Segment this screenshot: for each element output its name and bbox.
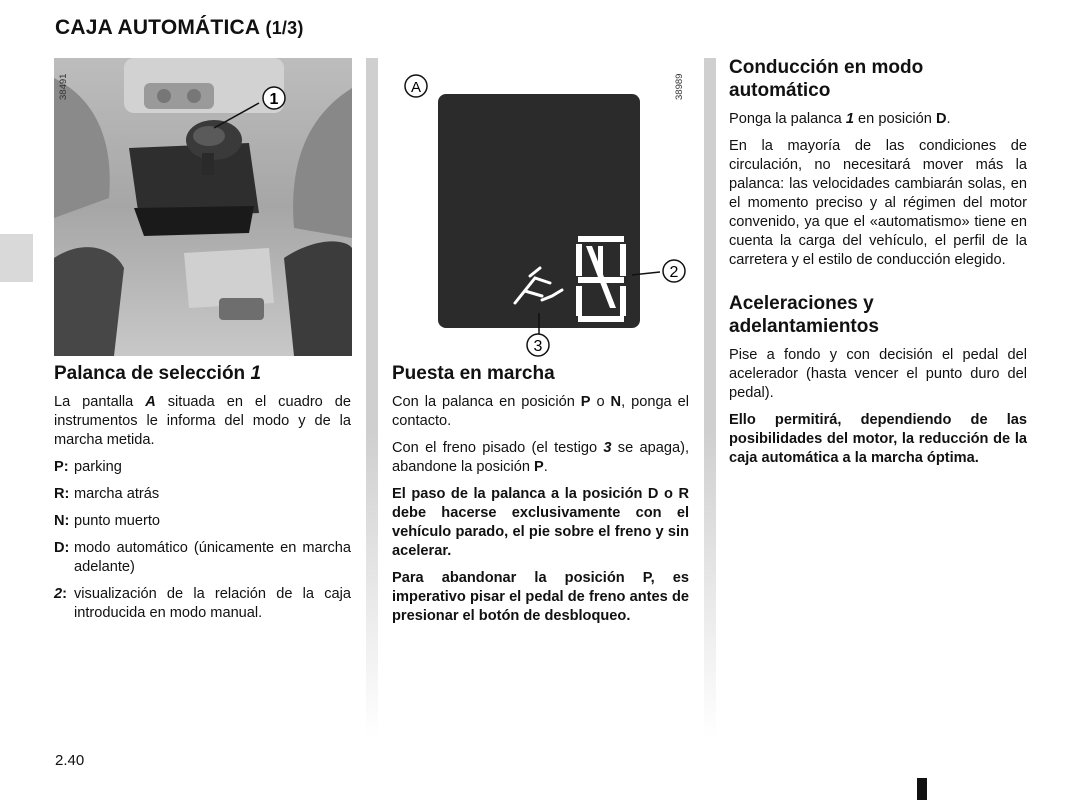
display-label-a: A: [410, 79, 422, 96]
section-tab: [0, 234, 33, 282]
photo-callout-1: 1: [269, 91, 279, 108]
paragraph-start-2: Con el freno pisado (el testigo 3 se apaga), abandone la posición P.: [392, 440, 689, 475]
display-reference-number: 38989: [674, 73, 685, 100]
warning-paragraph-1: El paso de la palanca a la posición D o R debe hacerse exclusivamente con el vehículo parado, el pie sobre el freno y sin acelerar.: [392, 486, 689, 559]
page-number: 2.40: [55, 752, 85, 769]
list-item: D: modo automático (únicamente en marcha adelante): [54, 540, 351, 575]
column-2: [392, 362, 689, 634]
paragraph-acceleration-2: Ello permitirá, dependiendo de las posibilidades del motor, la reducción de la caja automática a la marcha óptima.: [729, 412, 1027, 466]
paragraph-display-intro: La pantalla A situada en el cuadro de instrumentos le informa del modo y de la marcha metida.: [54, 394, 351, 448]
paragraph-start-1: Con la palanca en posición P o N, ponga el contacto.: [392, 394, 689, 429]
gear-lever-photo: [54, 58, 352, 356]
column-divider-right: [704, 58, 716, 738]
column-1: [54, 362, 351, 631]
paragraph-auto-2: En la mayoría de las condiciones de circulación, no necesitará mover más la palanca: las velocidades cambiarán solas, en el momento preciso y al régimen del motor convenido, ya que el «automatismo» tiene en cuenta la carga del vehículo, el perfil de la carretera y el estilo de conducción elegido.: [729, 138, 1027, 268]
column-3: [729, 56, 1027, 476]
display-callout-3: 3: [533, 338, 543, 355]
display-callout-2: 2: [669, 264, 679, 281]
list-item-note: 2: visualización de la relación de la caja introducida en modo manual.: [54, 586, 351, 621]
section-heading-acceleration: Aceleraciones y adelantamientos: [729, 293, 879, 337]
paragraph-auto-1: Ponga la palanca 1 en posición D.: [729, 111, 951, 127]
list-item: P: parking: [54, 459, 122, 475]
section-heading-automatic-mode: Conducción en modo automático: [729, 57, 924, 101]
column-divider-left: [366, 58, 378, 738]
page-title: CAJA AUTOMÁTICA (1/3): [55, 16, 304, 39]
page-edge-marker: [917, 778, 927, 800]
list-item: R: marcha atrás: [54, 486, 160, 502]
photo-reference-number: 38491: [58, 73, 69, 100]
instrument-display-figure: [392, 58, 688, 358]
list-item: N: punto muerto: [54, 513, 160, 529]
section-heading-start: Puesta en marcha: [392, 363, 555, 384]
paragraph-acceleration-1: Pise a fondo y con decisión el pedal del acelerador (hasta vencer el punto duro del pedal).: [729, 347, 1027, 401]
warning-paragraph-2: Para abandonar la posición P, es imperativo pisar el pedal de freno antes de presionar el botón de desbloqueo.: [392, 570, 689, 624]
section-heading-selector-lever: Palanca de selección 1: [54, 363, 262, 384]
